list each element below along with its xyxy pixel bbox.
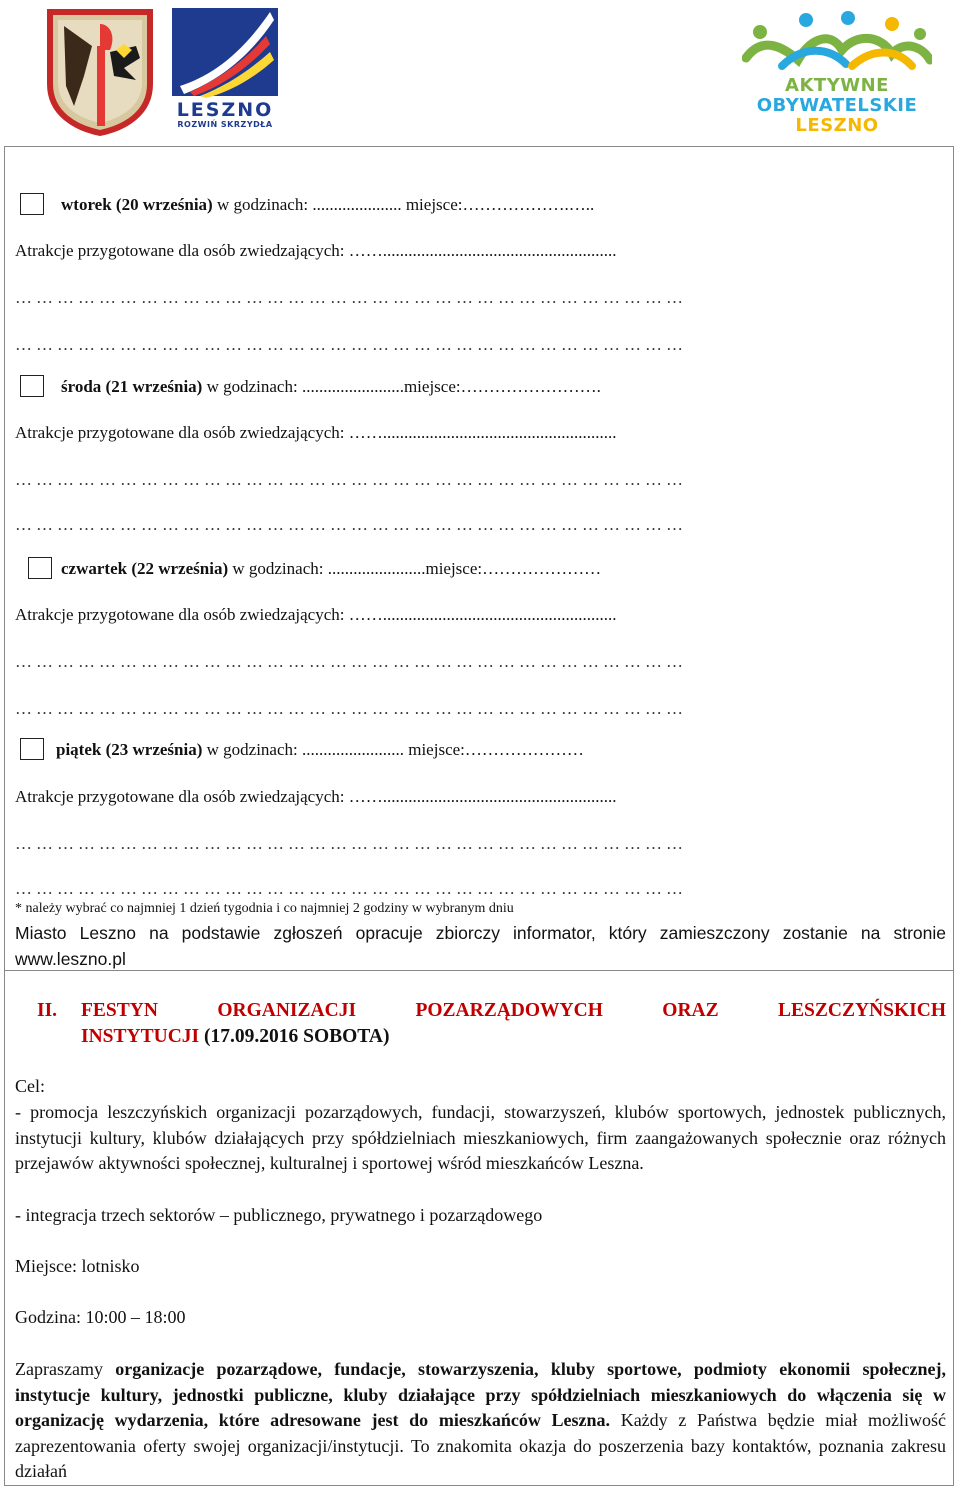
day-label: piątek (23 września) <box>56 740 203 759</box>
section-number: II. <box>37 1000 58 1021</box>
attractions-field[interactable]: ……....................................................... <box>344 787 617 806</box>
attractions-line-piatek <box>15 786 945 808</box>
attractions-line-wtorek <box>15 240 945 262</box>
day-line-sroda <box>61 376 601 398</box>
selection-note: * należy wybrać co najmniej 1 dzień tygodnia i co najmniej 2 godziny w wybranym dniu <box>15 901 514 916</box>
day-checkbox-sroda[interactable] <box>20 375 44 397</box>
attractions-dots-line[interactable]: …………………………………………………………………………………… <box>15 879 687 898</box>
attractions-dots-line[interactable]: …………………………………………………………………………………… <box>15 515 687 534</box>
people-figures-icon <box>742 6 932 76</box>
ao-logo-line3: LESZNO <box>795 115 879 136</box>
day-label: czwartek (22 września) <box>61 559 229 578</box>
day-label: wtorek (20 września) <box>61 195 213 214</box>
day-hours-place-field[interactable]: w godzinach: .......................miejsce:………………… <box>228 559 602 578</box>
goal-label: Cel: <box>15 1076 45 1096</box>
ao-logo-line1: AKTYWNE <box>785 75 889 96</box>
attractions-line-czwartek <box>15 604 945 626</box>
attractions-line-sroda <box>15 422 945 444</box>
day-hours-place-field[interactable]: w godzinach: ........................ miejsce:………………… <box>202 740 584 759</box>
day-line-czwartek <box>61 558 601 580</box>
day-checkbox-czwartek[interactable] <box>28 557 52 579</box>
invitation-rest: Każdy z Państwa będzie miał możliwość zaprezentowania oferty swojej organizacji/instytucji. To znakomita okazja do poszerzenia bazy kontaktów, poznania zakresu działań <box>15 1410 946 1481</box>
day-hours-place-field[interactable]: w godzinach: ........................miejsce:……………………. <box>202 377 601 396</box>
invitation-intro: Zapraszamy <box>15 1359 116 1379</box>
leszno-coat-of-arms-icon <box>44 6 156 136</box>
leszno-logo-subtitle: ROZWIŃ SKRZYDŁA <box>177 120 273 129</box>
day-checkbox-wtorek[interactable] <box>20 193 44 215</box>
section-date: (17.09.2016 SOBOTA) <box>199 1026 390 1047</box>
section-title-institutions: INSTYTUCJI <box>81 1026 200 1047</box>
leszno-logo <box>170 6 280 128</box>
day-hours-place-field[interactable]: w godzinach: ..................... miejsce:……………….….. <box>212 195 595 214</box>
invitation-bold: organizacje pozarządowe, fundacje, stowarzyszenia, kluby sportowe, podmioty ekonomii społecznej, instytucje kultury, jednostki publiczne, kluby działające przy spółdzielniach mieszkaniowych do włączenia się w organizację wydarzenia, które adresowane jest do mieszkańców Leszna. <box>15 1359 946 1430</box>
day-checkbox-piatek[interactable] <box>20 738 44 760</box>
section-title-line1: FESTYN ORGANIZACJI POZARZĄDOWYCH ORAZ LESZCZYŃSKICH <box>81 1000 946 1021</box>
leszno-wings-icon <box>170 6 280 98</box>
attractions-label: Atrakcje przygotowane dla osób zwiedzających: <box>15 787 345 806</box>
attractions-field[interactable]: ……....................................................... <box>344 605 617 624</box>
day-line-wtorek <box>61 194 594 216</box>
attractions-label: Atrakcje przygotowane dla osób zwiedzających: <box>15 423 345 442</box>
day-label: środa (21 września) <box>61 377 203 396</box>
day-line-piatek <box>56 739 584 761</box>
goal-integration-paragraph: - integracja trzech sektorów – publicznego, prywatnego i pozarządowego <box>15 1205 543 1225</box>
goal-promotion-paragraph: - promocja leszczyńskich organizacji pozarządowych, fundacji, stowarzyszeń, klubów sportowych, jednostek publicznych, instytucji kultury, klubów działających przy spółdzielniach mieszkaniowych, firm zaangażowanych społecznie oraz różnych przejawów aktywności społecznej, kulturalnej i sportowej wśród mieszkańców Leszna. <box>15 1102 946 1173</box>
attractions-dots-line[interactable]: …………………………………………………………………………………… <box>15 288 687 307</box>
attractions-label: Atrakcje przygotowane dla osób zwiedzających: <box>15 605 345 624</box>
attractions-dots-line[interactable]: …………………………………………………………………………………… <box>15 699 687 718</box>
aktywne-obywatelskie-logo <box>742 6 932 136</box>
attractions-dots-line[interactable]: …………………………………………………………………………………… <box>15 335 687 354</box>
invitation-paragraph <box>15 1357 946 1485</box>
leszno-logo-text <box>170 100 280 130</box>
informator-paragraph: Miasto Leszno na podstawie zgłoszeń opracuje zbiorczy informator, który zamieszczony zostanie na stronie www.leszno.pl <box>15 923 946 969</box>
header <box>0 0 960 140</box>
attractions-dots-line[interactable]: …………………………………………………………………………………… <box>15 470 687 489</box>
attractions-dots-line[interactable]: …………………………………………………………………………………… <box>15 652 687 671</box>
ao-logo-line2: OBYWATELSKIE <box>756 95 918 116</box>
attractions-label: Atrakcje przygotowane dla osób zwiedzających: <box>15 241 345 260</box>
leszno-logo-title: LESZNO <box>176 99 274 121</box>
attractions-field[interactable]: ……....................................................... <box>344 423 617 442</box>
section-title-line2 <box>81 1024 389 1050</box>
attractions-field[interactable]: ……....................................................... <box>344 241 617 260</box>
hours-text: Godzina: 10:00 – 18:00 <box>15 1307 186 1327</box>
venue-text: Miejsce: lotnisko <box>15 1256 140 1276</box>
attractions-dots-line[interactable]: …………………………………………………………………………………… <box>15 834 687 853</box>
